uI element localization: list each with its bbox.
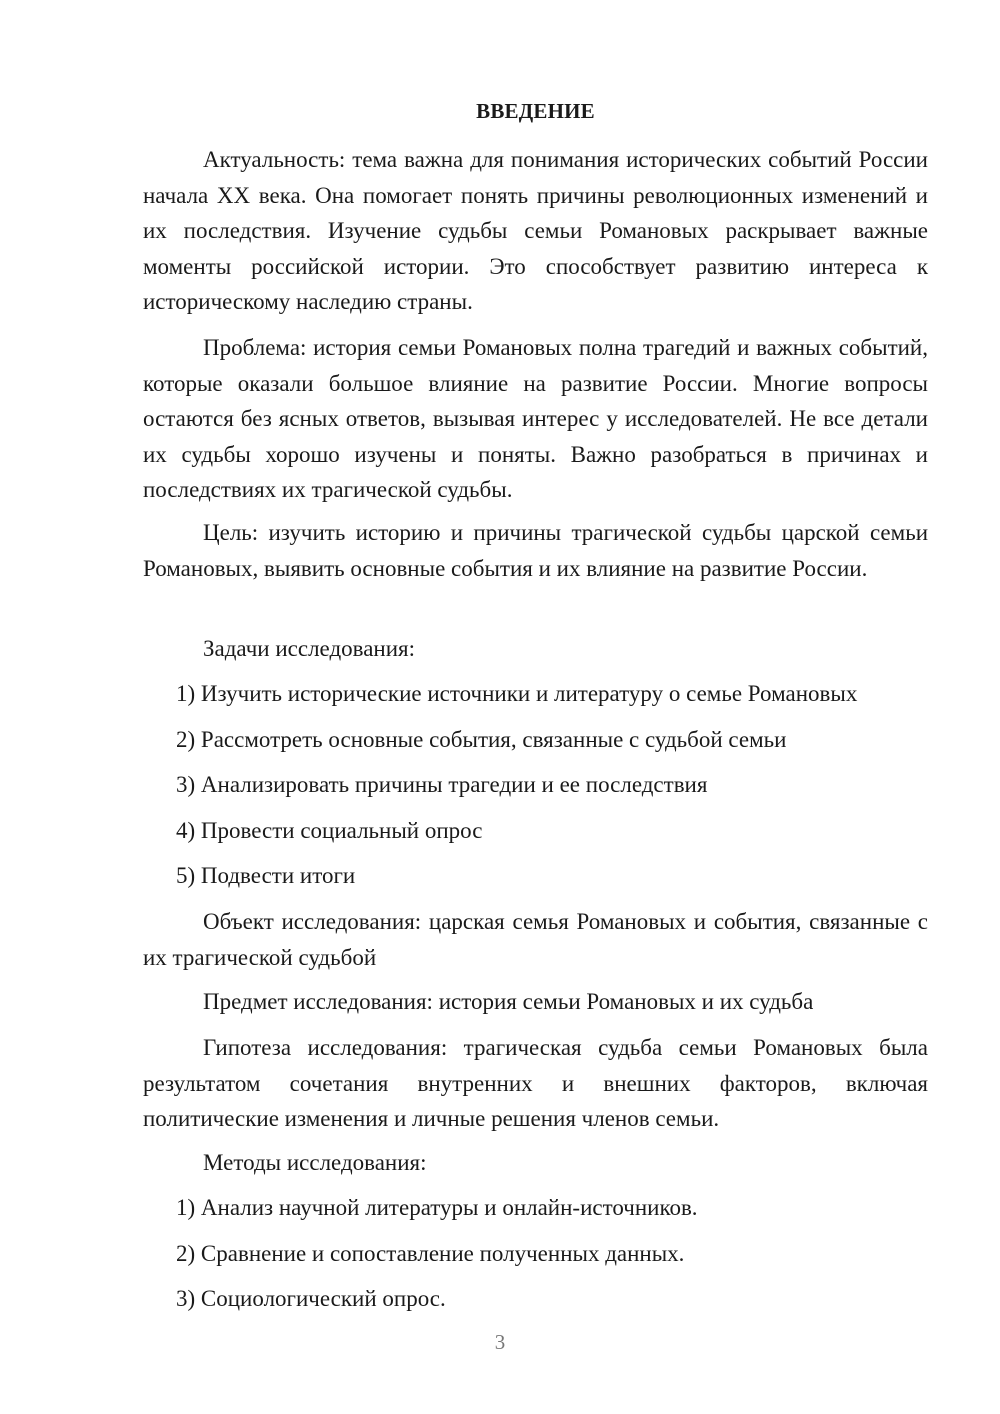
object-paragraph: Объект исследования: царская семья Романовых и события, связанные с их трагической судьбой — [143, 909, 928, 970]
relevance-paragraph: Актуальность: тема важна для понимания исторических событий России начала XX века. Она помогает понять причины революционных изменений и их последствия. Изучение судьбы семьи Романовых раскрывает важные моменты российской истории. Это способствует развитию интереса к историческому наследию страны. — [143, 147, 928, 314]
list-item: 3) Социологический опрос. — [176, 1286, 446, 1311]
goal-paragraph: Цель: изучить историю и причины трагической судьбы царской семьи Романовых, выявить основные события и их влияние на развитие России. — [143, 520, 928, 581]
list-item: 4) Провести социальный опрос — [176, 818, 483, 843]
page-title: ВВЕДЕНИЕ — [476, 99, 595, 123]
list-item: 2) Рассмотреть основные события, связанные с судьбой семьи — [176, 727, 787, 752]
list-item: 3) Анализировать причины трагедии и ее последствия — [176, 772, 708, 797]
hypothesis-paragraph: Гипотеза исследования: трагическая судьба семьи Романовых была результатом сочетания внутренних и внешних факторов, включая политические изменения и личные решения членов семьи. — [143, 1035, 928, 1131]
subject-paragraph: Предмет исследования: история семьи Романовых и их судьба — [203, 989, 814, 1014]
tasks-heading: Задачи исследования: — [203, 636, 416, 661]
methods-heading: Методы исследования: — [203, 1150, 427, 1175]
page-number: 3 — [494, 1330, 506, 1354]
problem-paragraph: Проблема: история семьи Романовых полна трагедий и важных событий, которые оказали большое влияние на развитие России. Многие вопросы остаются без ясных ответов, вызывая интерес у исследователей. Не все детали их судьбы хорошо изучены и поняты. Важно разобраться в причинах и последствиях их трагической судьбы. — [143, 335, 928, 502]
list-item: 1) Анализ научной литературы и онлайн-источников. — [176, 1195, 698, 1220]
list-item: 1) Изучить исторические источники и литературу о семье Романовых — [176, 681, 858, 706]
list-item: 5) Подвести итоги — [176, 863, 356, 888]
list-item: 2) Сравнение и сопоставление полученных данных. — [176, 1241, 685, 1266]
